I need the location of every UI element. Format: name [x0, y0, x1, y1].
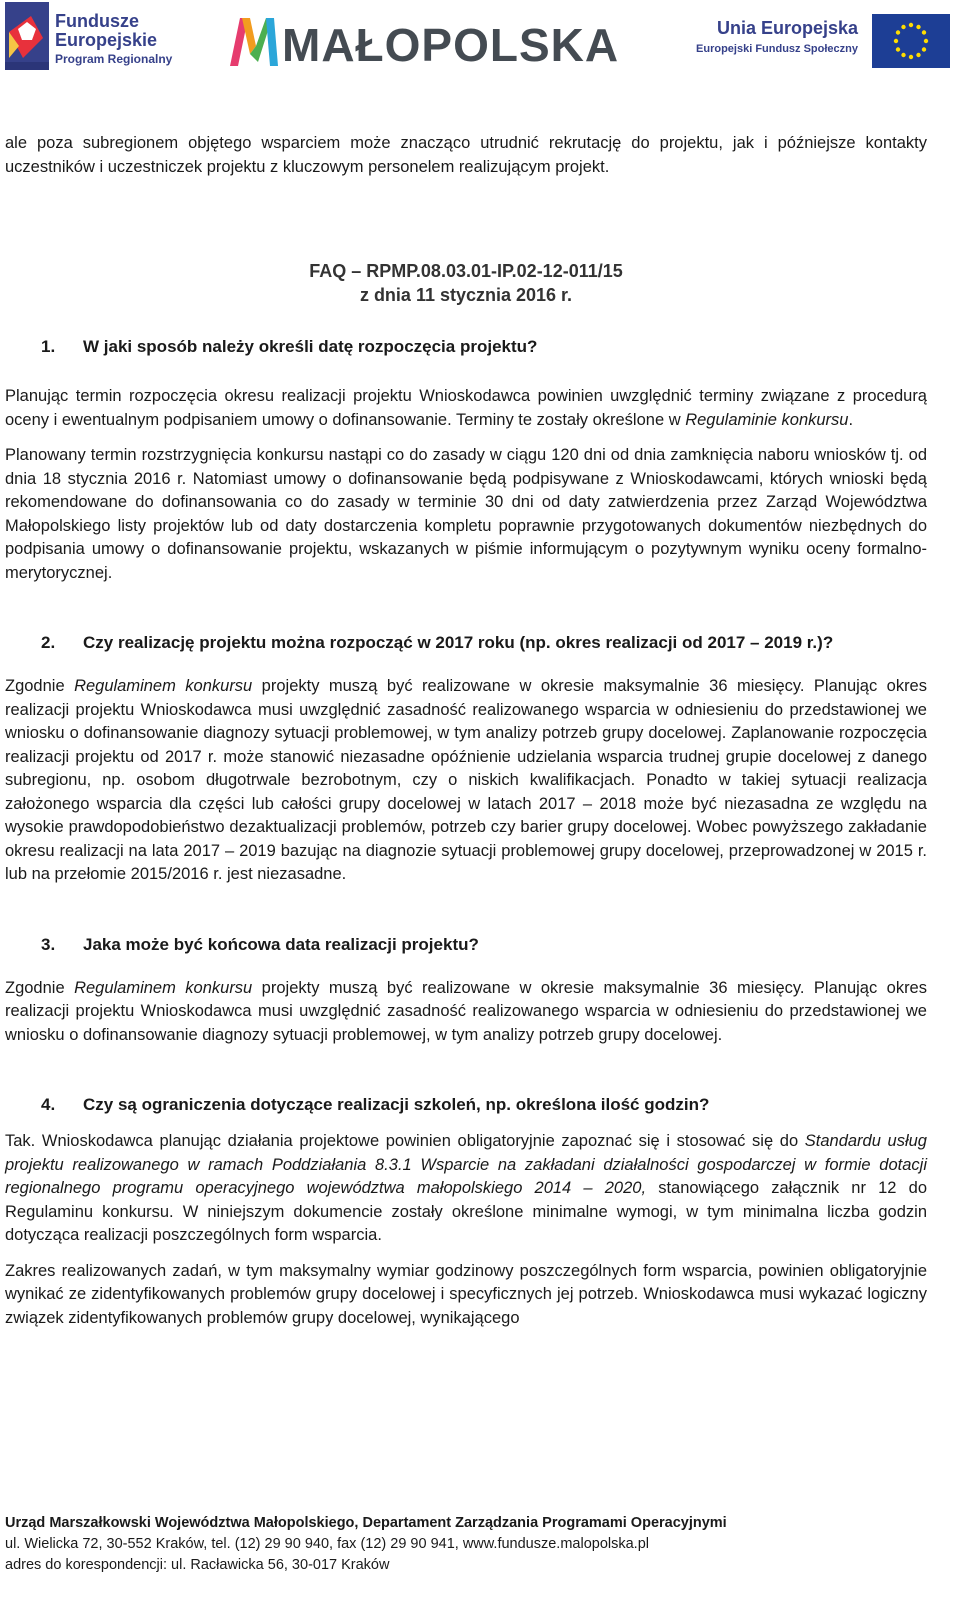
- question-4-number: 4.: [41, 1095, 56, 1114]
- answer-3-paragraph: [5, 977, 927, 1048]
- question-3-title: Jaka może być końcowa data realizacji projektu?: [83, 934, 479, 954]
- question-1: [5, 335, 927, 359]
- fe-line3: Program Regionalny: [55, 52, 173, 66]
- answer-1-end: .: [848, 410, 854, 429]
- answer-4-rest: stanowiącego załącznik nr 12 do Regulaminu konkursu. W niniejszym dokumencie zostały określone minimalne wymogi, w tym minimalna liczba godzin dotycząca realizacji poszczególnych form wsparcia.: [5, 1179, 927, 1244]
- intro-paragraph: ale poza subregionem objętego wsparciem może znacząco utrudnić rekrutację do projektu, jak i późniejsze kontakty uczestników i uczestniczek projektu z kluczowym personelem realizującym projekt.: [5, 134, 927, 176]
- question-3-number: 3.: [41, 934, 56, 954]
- fe-line1: Fundusze: [55, 11, 139, 31]
- malopolska-logo: [228, 10, 628, 70]
- answer-3-emphasis: Regulaminem konkursu: [74, 978, 253, 997]
- question-3: [5, 933, 927, 957]
- faq-heading: [5, 259, 927, 307]
- faq-title: FAQ – RPMP.08.03.01-IP.02-12-011/15: [309, 261, 623, 281]
- answer-4-paragraph-2: Zakres realizowanych zadań, w tym maksymalny wymiar godzinowy poszczególnych form wsparcia, powinien obligatoryjnie wynikać ze zidentyfikowanych problemów grupy docelowej i specyficznych jej potrzeb. Wnioskodawca musi wykazać logiczny związek zidentyfikowanych problemów grupy docelowej, wynikającego: [5, 1261, 927, 1327]
- question-4: [5, 1093, 927, 1117]
- ue-line1: Unia Europejska: [716, 18, 858, 38]
- eu-flag-icon: [872, 14, 950, 68]
- answer-4-paragraph-1: [5, 1130, 927, 1248]
- answer-1-paragraph-2: Planowany termin rozstrzygnięcia konkursu nastąpi co do zasady w ciągu 120 dni od dnia zamknięcia naboru wniosków tj. od dnia 18 stycznia 2016 r. Natomiast umowy o dofinansowanie będą podpisywane z Wnioskodawcami, których wnioski będą rekomendowane do dofinansowania co do zasady w terminie 30 dni od daty zatwierdzenia przez Zarząd Województwa Małopolskiego listy projektów lub od daty dostarczenia kompletu poprawnie przygotowanych dokumentów niezbędnych do podpisania umowy o dofinansowanie projektu, wskazanych w piśmie informującym o pozytywnym wyniku oceny formalno-merytorycznej.: [5, 446, 927, 582]
- question-2-number: 2.: [41, 633, 56, 652]
- faq-date: z dnia 11 stycznia 2016 r.: [359, 285, 573, 305]
- fe-star-icon: [5, 2, 49, 70]
- answer-1-paragraph-1: [5, 385, 927, 432]
- ue-line2: Europejski Fundusz Społeczny: [696, 43, 858, 55]
- question-2: [5, 631, 927, 655]
- document-body: [5, 132, 927, 1330]
- malopolska-text: MAŁOPOLSKA: [282, 19, 620, 71]
- answer-2-paragraph: [5, 675, 927, 887]
- answer-3-rest: projekty muszą być realizowane w okresie maksymalnie 36 miesięcy. Planując okres realizacji projektu Wnioskodawca musi uwzględnić zasadność realizowanego wsparcia w odniesieniu do przedstawionej we wniosku o dofinansowanie diagnozy sytuacji problemowej, w tym analizy potrzeb grupy docelowej.: [5, 978, 927, 1044]
- unia-europejska-logo: [688, 14, 958, 74]
- answer-2-emphasis: Regulaminem konkursu: [74, 677, 253, 695]
- answer-3-start: Zgodnie: [5, 978, 75, 997]
- fundusze-europejskie-logo: [5, 2, 175, 74]
- answer-2-start: Zgodnie: [5, 677, 75, 695]
- footer-line-1: Urząd Marszałkowski Województwa Małopolskiego, Departament Zarządzania Programami Operacyjnymi: [5, 1515, 727, 1531]
- question-1-title: W jaki sposób należy określi datę rozpoczęcia projektu?: [83, 337, 538, 356]
- answer-4-emphasis: Standardu usług projektu realizowanego w ramach Poddziałania 8.3.1 Wsparcie na zakładani działalności gospodarczej w formie dotacji regionalnego programu operacyjnego województwa małopolskiego 2014 – 2020,: [5, 1132, 927, 1197]
- logo-bar: [0, 0, 960, 80]
- footer-line-2: ul. Wielicka 72, 30-552 Kraków, tel. (12) 29 90 940, fax (12) 29 90 941, www.fundusze.malopolska.pl: [5, 1536, 649, 1552]
- answer-1-text: Planując termin rozpoczęcia okresu realizacji projektu Wnioskodawca powinien uwzględnić terminy związane z procedurą oceny i ewentualnym podpisaniem umowy o dofinansowanie. Terminy te zostały określone w: [5, 387, 927, 429]
- answer-4-start: Tak. Wnioskodawca planując działania projektowe powinien obligatoryjnie zapoznać się i stosować się do: [5, 1132, 805, 1150]
- answer-1-emphasis: Regulaminie konkursu: [685, 410, 849, 429]
- answer-2-rest: projekty muszą być realizowane w okresie maksymalnie 36 miesięcy. Planując okres realizacji projektu Wnioskodawca musi uwzględnić zasadność realizowanego wsparcia w odniesieniu do przedstawionej we wniosku o dofinansowanie diagnozy sytuacji problemowej, w tym analizy potrzeb grupy docelowej. Zaplanowanie rozpoczęcia realizacji projektu od 2017 r. może stanowić niezasadne opóźnienie udzielania wsparcia trudnej grupie docelowej z danego subregionu, np. osobom długotrwale bezrobotnym, czy o niskich kwalifikacjach. Ponadto w takiej sytuacji realizacja założonego wsparcia dla części lub całości grupy docelowej w latach 2017 – 2018 może być niezasadna ze względu na wysokie prawdopodobieństwo dezaktualizacji problemów, potrzeb czy barier grupy docelowej. Wobec powyższego zakładanie okresu realizacji na lata 2017 – 2019 bazując na diagnozie sytuacji problemowej grupy docelowej, przeprowadzonej w 2015 r. lub na przełomie 2015/2016 r. jest niezasadne.: [5, 677, 927, 883]
- question-1-number: 1.: [41, 337, 56, 356]
- question-2-title: Czy realizację projektu można rozpocząć w 2017 roku (np. okres realizacji od 2017 – 2019 r.)?: [83, 633, 834, 652]
- malopolska-m-icon: [228, 10, 280, 70]
- fe-line2: Europejskie: [55, 30, 158, 50]
- page-footer: [5, 1513, 945, 1576]
- footer-line-3: adres do korespondencji: ul. Racławicka 56, 30-017 Kraków: [5, 1557, 390, 1573]
- question-4-title: Czy są ograniczenia dotyczące realizacji szkoleń, np. określona ilość godzin?: [83, 1095, 710, 1114]
